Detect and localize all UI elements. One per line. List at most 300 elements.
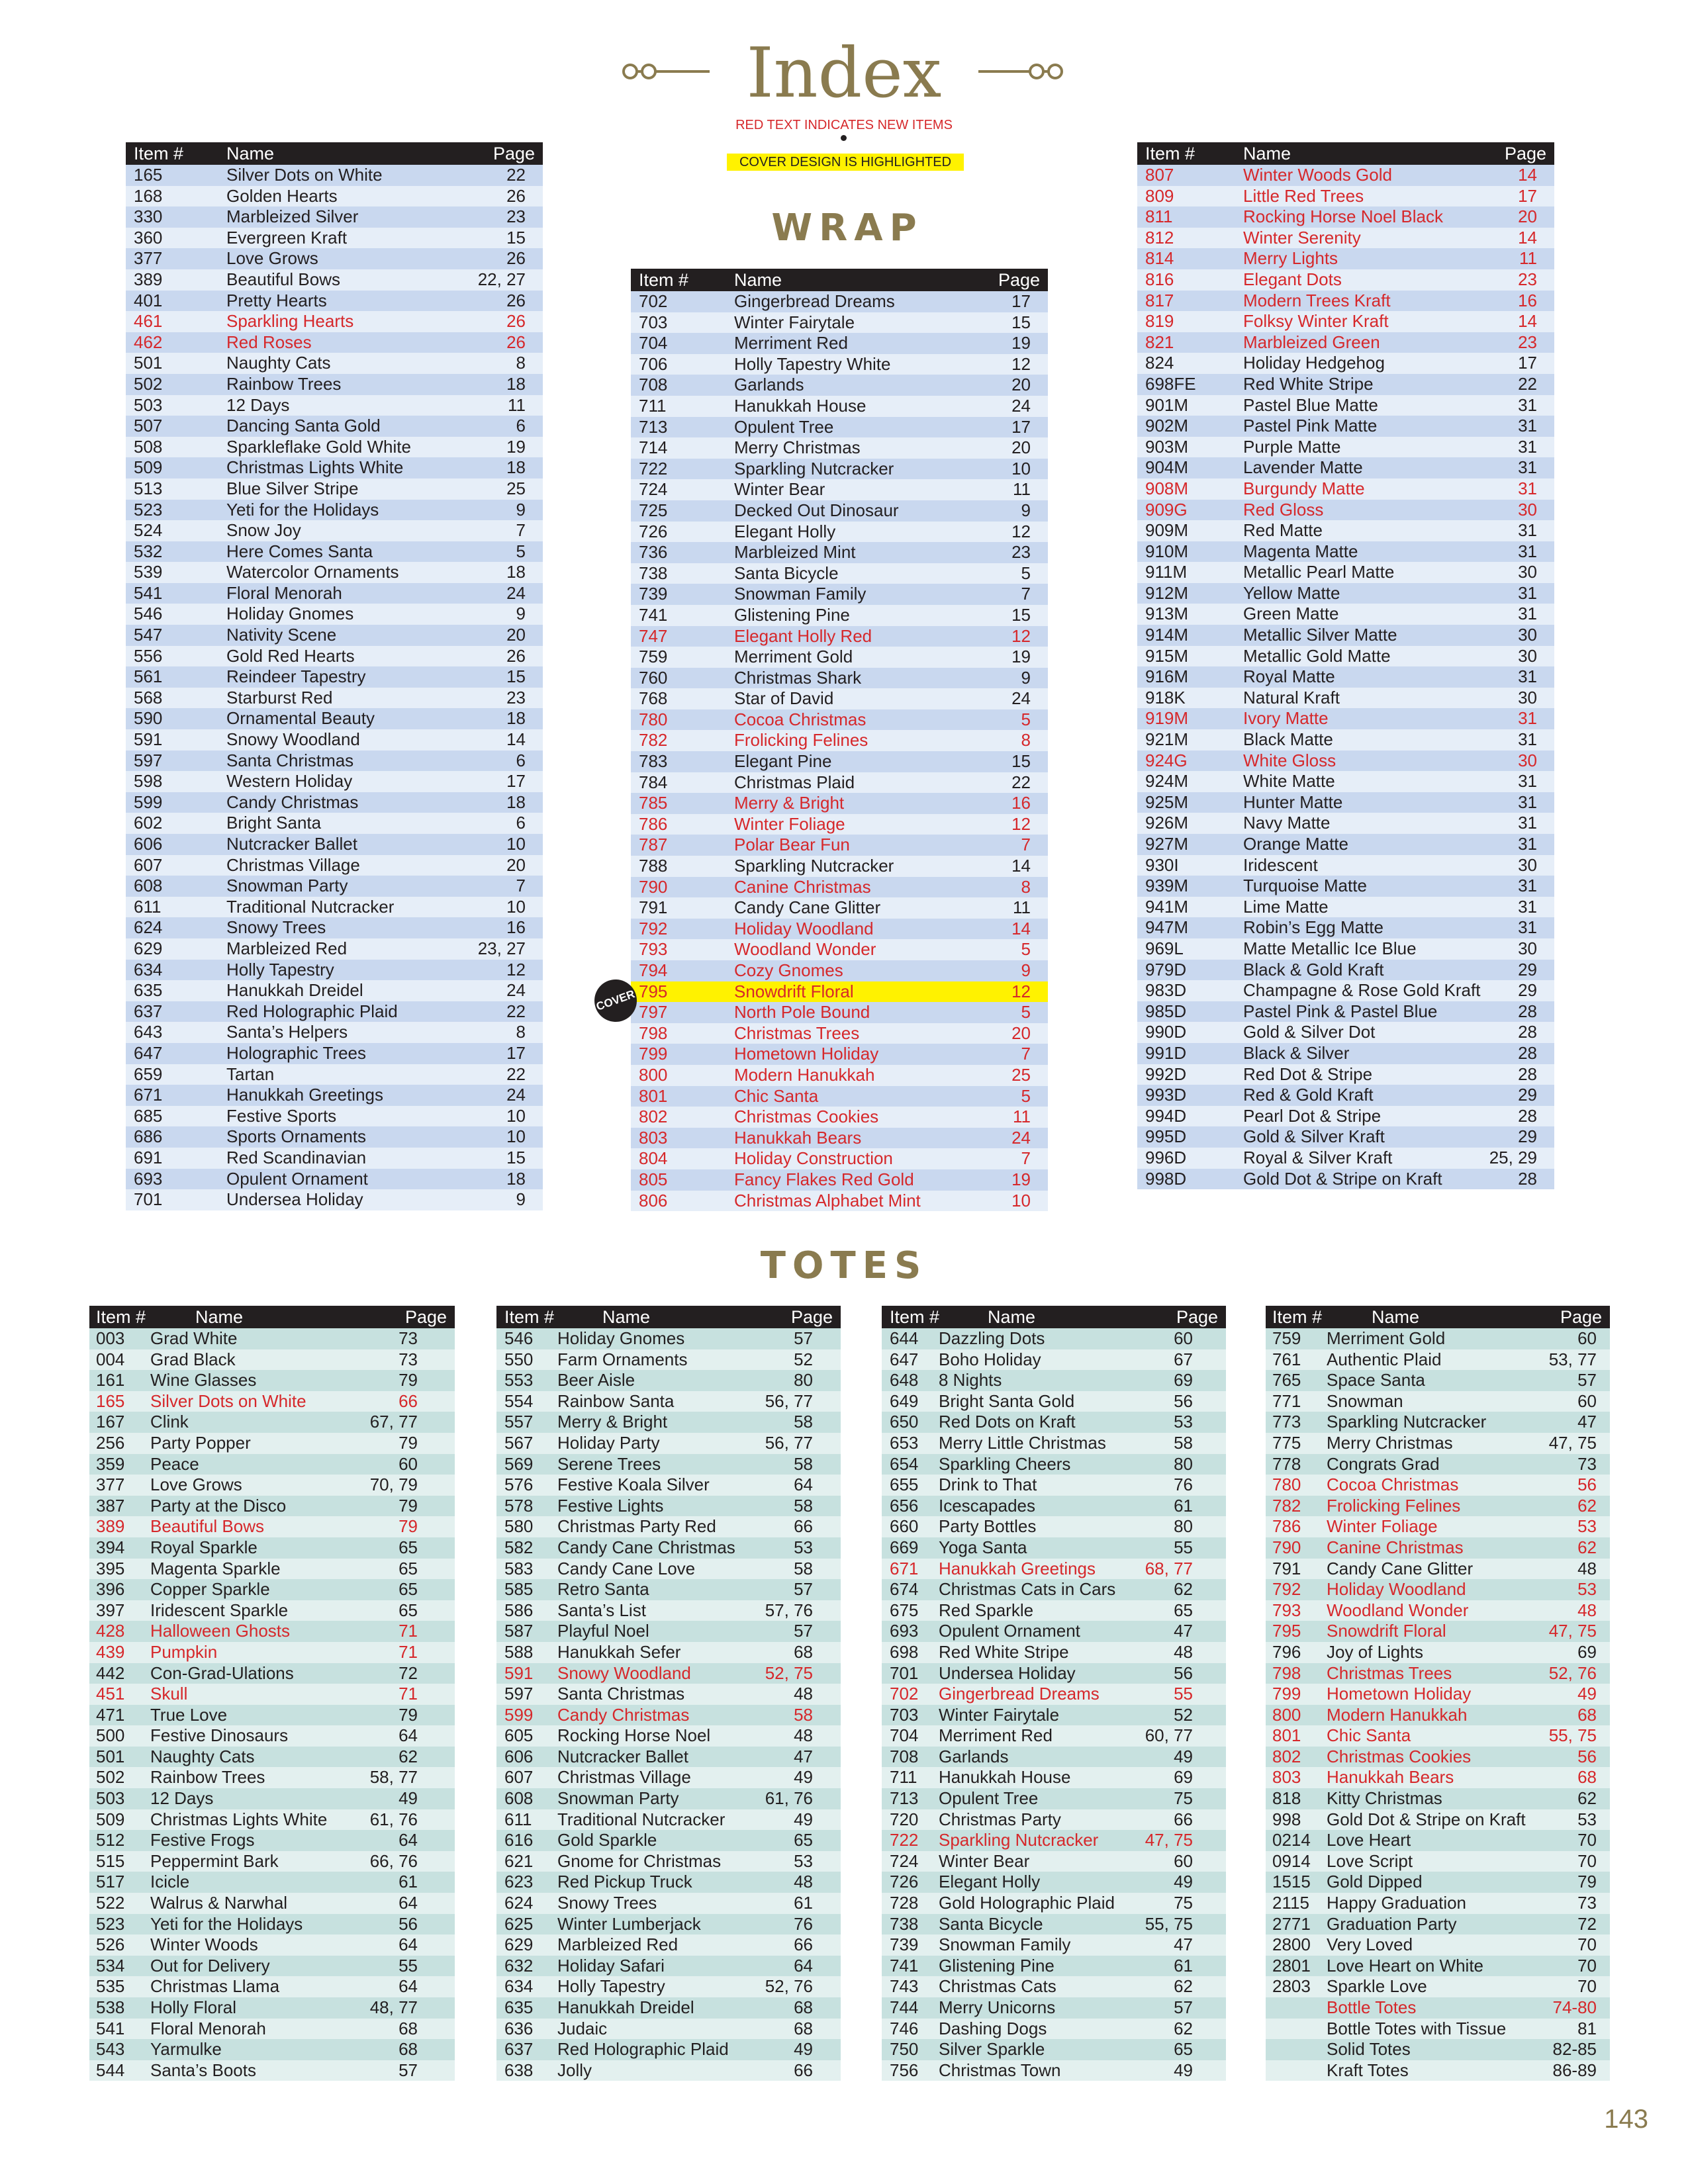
table-row [631, 584, 1048, 605]
table-row [89, 1579, 455, 1600]
page-ref: 16 [1011, 793, 1031, 813]
item-name: Purple Matte [1243, 436, 1341, 457]
item-number: 799 [1272, 1684, 1301, 1704]
item-name: Holiday Hedgehog [1243, 353, 1385, 373]
item-number: 773 [1272, 1412, 1301, 1432]
page-ref: 12 [506, 959, 526, 979]
page-ref: 7 [516, 876, 526, 896]
table-row [1137, 1001, 1554, 1023]
item-number: 784 [639, 772, 668, 792]
table-row [496, 1433, 841, 1454]
item-number: 998 [1272, 1809, 1301, 1829]
item-number: 611 [504, 1809, 532, 1829]
item-name: Hunter Matte [1243, 792, 1343, 812]
page-ref: 10 [506, 1126, 526, 1147]
table-row [1137, 604, 1554, 625]
item-number: 556 [134, 645, 163, 666]
page-ref: 55, 75 [1548, 1725, 1597, 1746]
item-number: 500 [96, 1725, 125, 1746]
page-ref: 18 [506, 373, 526, 394]
item-name: Bright Santa Gold [939, 1390, 1075, 1411]
item-name: Snowman Family [734, 584, 867, 604]
item-number: 995D [1145, 1126, 1187, 1147]
item-number: 792 [639, 918, 668, 938]
page-ref: 10 [506, 896, 526, 917]
item-number: 616 [504, 1830, 534, 1850]
item-number: 675 [890, 1600, 919, 1620]
page-ref: 66, 76 [369, 1850, 418, 1871]
table-row [1266, 1433, 1610, 1454]
item-name: Opulent Tree [734, 416, 834, 437]
page-ref: 72 [1577, 1913, 1597, 1934]
table-row [1266, 2039, 1610, 2060]
page-ref: 9 [1021, 667, 1031, 688]
table-row [126, 917, 543, 938]
item-number: 698FE [1145, 373, 1196, 394]
item-number: 625 [504, 1913, 534, 1934]
item-number: 0914 [1272, 1850, 1311, 1871]
page-ref: 25 [506, 478, 526, 498]
item-number: 686 [134, 1126, 163, 1147]
item-name: Glistening Pine [734, 604, 850, 625]
page-ref: 7 [1021, 1148, 1031, 1169]
item-name: Pretty Hearts [226, 290, 327, 310]
item-number: 2801 [1272, 1955, 1311, 1976]
page-ref: 48 [794, 1872, 813, 1892]
item-name: Walrus & Narwhal [150, 1893, 288, 1913]
table-row [1266, 1559, 1610, 1580]
item-number: 728 [890, 1893, 919, 1913]
table-row [631, 814, 1048, 835]
item-number: 765 [1272, 1370, 1301, 1390]
item-name: Chic Santa [734, 1085, 819, 1106]
table-row [126, 729, 543, 751]
table-row [496, 1747, 841, 1768]
table-row [1266, 1725, 1610, 1747]
item-name: Ornamental Beauty [226, 708, 375, 729]
table-row [126, 311, 543, 332]
item-name: Orange Matte [1243, 834, 1348, 854]
item-name: Navy Matte [1243, 813, 1331, 833]
header-item: Item # [639, 270, 689, 290]
page-ref: 19 [1011, 1169, 1031, 1189]
page-ref: 12 [1011, 813, 1031, 834]
table-row [496, 1642, 841, 1663]
page-title: Index [746, 32, 942, 113]
item-name: Naughty Cats [150, 1746, 255, 1766]
item-name: Christmas Alphabet Mint [734, 1190, 921, 1210]
page-ref: 79 [1577, 1872, 1597, 1892]
item-name: Red Holographic Plaid [557, 2039, 729, 2060]
page-ref: 31 [1518, 582, 1537, 603]
page-ref: 15 [1011, 312, 1031, 332]
item-number: 674 [890, 1579, 919, 1600]
table-row [1137, 938, 1554, 960]
item-name: Dashing Dogs [939, 2018, 1047, 2038]
item-number: 969L [1145, 938, 1184, 958]
table-row [631, 730, 1048, 751]
item-number: 741 [639, 604, 668, 625]
item-number: 550 [504, 1349, 534, 1369]
table-row [1266, 1663, 1610, 1684]
item-name: Lavender Matte [1243, 457, 1363, 478]
item-name: Love Grows [226, 248, 318, 269]
header-name: Name [195, 1307, 244, 1327]
item-number: 791 [639, 897, 668, 918]
page-ref: 9 [516, 499, 526, 520]
page-ref: 49 [1174, 1746, 1193, 1766]
table-row [126, 646, 543, 667]
table-row [882, 1830, 1226, 1851]
item-name: Holiday Woodland [1327, 1579, 1466, 1600]
page-ref: 31 [1518, 416, 1537, 436]
table-row [126, 541, 543, 563]
page-ref: 17 [1011, 291, 1031, 311]
page-ref: 47 [1174, 1621, 1193, 1641]
table-row [1137, 1169, 1554, 1190]
item-name: Red Matte [1243, 520, 1323, 541]
item-name: Opulent Ornament [226, 1168, 368, 1189]
page-ref: 47 [794, 1746, 813, 1766]
page-ref: 6 [516, 813, 526, 833]
page-ref: 12 [1011, 521, 1031, 541]
item-number: 654 [890, 1453, 919, 1474]
table-row [126, 938, 543, 960]
page-ref: 17 [506, 771, 526, 792]
page-ref: 30 [1518, 854, 1537, 875]
totes-table-4 [1266, 1306, 1610, 2081]
page-ref: 53 [1174, 1412, 1193, 1432]
item-number: 924M [1145, 771, 1189, 792]
item-number: 798 [639, 1023, 668, 1043]
page-ref: 53 [1577, 1516, 1597, 1537]
item-name: Christmas Cookies [1327, 1746, 1472, 1766]
item-number: 702 [639, 291, 668, 311]
item-name: Love Script [1327, 1850, 1413, 1871]
page-ref: 57 [794, 1328, 813, 1348]
table-row [496, 1893, 841, 1914]
item-name: Gold & Silver Kraft [1243, 1126, 1385, 1147]
item-number: 708 [890, 1746, 919, 1766]
page-ref: 31 [1518, 666, 1537, 687]
table-row [1266, 1579, 1610, 1600]
page-ref: 86-89 [1552, 2060, 1597, 2080]
item-number: 994D [1145, 1105, 1187, 1126]
item-name: Metallic Gold Matte [1243, 645, 1391, 666]
page-ref: 10 [506, 834, 526, 854]
item-number: 909M [1145, 520, 1189, 541]
item-number: 807 [1145, 165, 1174, 185]
page-ref: 76 [794, 1913, 813, 1934]
table-row [1266, 1537, 1610, 1559]
item-number: 911M [1145, 562, 1188, 582]
item-name: Santa’s Helpers [226, 1022, 348, 1042]
table-row [496, 1663, 841, 1684]
item-number: 547 [134, 625, 163, 645]
page-ref: 9 [1021, 960, 1031, 980]
item-name: Rainbow Santa [557, 1390, 675, 1411]
page-ref: 69 [1174, 1370, 1193, 1390]
item-number: 939M [1145, 876, 1189, 896]
item-number: 701 [890, 1662, 919, 1683]
wrap-table-middle [631, 269, 1048, 1211]
table-row [631, 647, 1048, 668]
page-ref: 47 [1174, 1934, 1193, 1955]
table-row [89, 1370, 455, 1391]
page-ref: 30 [1518, 750, 1537, 770]
item-number: 797 [639, 1002, 668, 1023]
page-ref: 57 [1174, 1997, 1193, 2017]
table-row [496, 1914, 841, 1935]
page-ref: 8 [516, 1022, 526, 1042]
item-name: Red Dots on Kraft [939, 1412, 1076, 1432]
page-ref: 23 [1518, 332, 1537, 352]
item-number: 799 [639, 1044, 668, 1064]
page-ref: 31 [1518, 708, 1537, 729]
item-name: 12 Days [226, 394, 290, 415]
table-row [89, 2039, 455, 2060]
item-name: Tartan [226, 1064, 275, 1084]
item-number: 599 [134, 792, 163, 812]
item-number: 726 [890, 1872, 919, 1892]
table-row [631, 1128, 1048, 1149]
item-number: 817 [1145, 290, 1174, 310]
page-ref: 68 [794, 1997, 813, 2017]
totes-heading: TOTES [760, 1244, 928, 1287]
item-name: Festive Frogs [150, 1830, 255, 1850]
item-name: Pastel Pink Matte [1243, 416, 1378, 436]
item-name: Metallic Pearl Matte [1243, 562, 1395, 582]
item-number: 541 [96, 2018, 125, 2038]
item-number: 523 [134, 499, 163, 520]
item-number: 2800 [1272, 1934, 1311, 1955]
item-number: 637 [504, 2039, 534, 2060]
item-number: 912M [1145, 582, 1189, 603]
item-name: Sparkling Nutcracker [734, 458, 894, 478]
item-number: 544 [96, 2060, 125, 2080]
page-ref: 22, 27 [477, 269, 526, 289]
item-number: 809 [1145, 185, 1174, 206]
page-ref: 30 [1518, 938, 1537, 958]
item-number: 760 [639, 667, 668, 688]
table-row [631, 605, 1048, 626]
item-name: Holiday Woodland [734, 918, 874, 938]
item-name: Santa’s List [557, 1600, 646, 1620]
item-name: Beautiful Bows [226, 269, 340, 289]
page-ref: 18 [506, 457, 526, 478]
item-name: Pastel Blue Matte [1243, 394, 1378, 415]
table-row [126, 1085, 543, 1106]
item-number: 918K [1145, 687, 1186, 707]
page-ref: 53 [1577, 1809, 1597, 1829]
item-number: 782 [639, 730, 668, 751]
table-row [89, 1893, 455, 1914]
item-name: Joy of Lights [1327, 1641, 1423, 1662]
table-row [882, 1976, 1226, 1997]
table-row [496, 1830, 841, 1851]
item-name: Metallic Silver Matte [1243, 625, 1397, 645]
item-number: 711 [890, 1767, 917, 1788]
item-name: Judaic [557, 2018, 608, 2038]
item-number: 703 [639, 312, 668, 332]
header-item: Item # [134, 144, 184, 163]
item-number: 803 [1272, 1767, 1301, 1788]
item-name: Jolly [557, 2060, 592, 2080]
table-row [882, 2060, 1226, 2081]
item-number: 693 [890, 1621, 919, 1641]
page-ref: 8 [1021, 876, 1031, 897]
totes-table-2 [496, 1306, 841, 2081]
item-name: Love Heart [1327, 1830, 1411, 1850]
item-name: Modern Trees Kraft [1243, 290, 1391, 310]
item-number: 947M [1145, 917, 1189, 938]
item-name: Merry Little Christmas [939, 1432, 1106, 1453]
item-number: 462 [134, 332, 163, 352]
item-name: Beer Aisle [557, 1370, 635, 1390]
table-row [1137, 1043, 1554, 1064]
table-row [126, 1001, 543, 1023]
item-name: Marbleized Green [1243, 332, 1380, 352]
table-row [882, 1412, 1226, 1433]
item-name: Reindeer Tapestry [226, 666, 366, 687]
table-row [496, 1956, 841, 1977]
item-number: 780 [639, 709, 668, 729]
item-name: Gnome for Christmas [557, 1850, 722, 1871]
page-ref: 60 [1174, 1850, 1193, 1871]
table-row [1137, 500, 1554, 521]
item-number: 722 [639, 458, 668, 478]
item-name: Out for Delivery [150, 1955, 270, 1976]
item-number: 580 [504, 1516, 534, 1537]
page-ref: 70, 79 [369, 1475, 418, 1495]
table-row [1137, 729, 1554, 751]
item-number: 590 [134, 708, 163, 729]
page-ref: 31 [1518, 457, 1537, 478]
item-name: Garlands [939, 1746, 1009, 1766]
right-ornament [978, 70, 1058, 73]
page-ref: 28 [1518, 1001, 1537, 1021]
page-ref: 22 [1518, 373, 1537, 394]
item-number: 990D [1145, 1022, 1187, 1042]
table-row [1137, 416, 1554, 437]
item-number: 782 [1272, 1495, 1301, 1516]
table-row [882, 1893, 1226, 1914]
item-name: Solid Totes [1327, 2039, 1411, 2060]
page-ref: 19 [1011, 333, 1031, 353]
page-ref: 79 [399, 1370, 418, 1390]
item-number: 768 [639, 688, 668, 709]
table-row [882, 1747, 1226, 1768]
page-ref: 16 [1518, 290, 1537, 310]
item-number: 2115 [1272, 1893, 1309, 1913]
item-number: 602 [134, 813, 163, 833]
item-name: Snowman Party [226, 876, 348, 896]
item-name: Black Matte [1243, 729, 1333, 750]
item-number: 442 [96, 1662, 125, 1683]
item-number: 983D [1145, 980, 1187, 1001]
page-ref: 70 [1577, 1830, 1597, 1850]
item-number: 821 [1145, 332, 1174, 352]
item-number: 607 [134, 854, 163, 875]
item-name: Rocking Horse Noel [557, 1725, 711, 1746]
table-row [496, 1621, 841, 1642]
page-ref: 22 [506, 165, 526, 185]
item-number: 818 [1272, 1788, 1301, 1809]
table-row [1266, 1412, 1610, 1433]
page-ref: 24 [506, 1085, 526, 1105]
table-row [1266, 1976, 1610, 1997]
item-name: Burgundy Matte [1243, 478, 1365, 498]
table-row [126, 437, 543, 458]
page-ref: 11 [1013, 1107, 1031, 1127]
item-name: Merriment Red [939, 1725, 1053, 1746]
page-ref: 75 [1174, 1893, 1193, 1913]
item-name: Floral Menorah [226, 582, 342, 603]
item-number: 739 [890, 1934, 919, 1955]
item-number: 543 [96, 2039, 125, 2060]
page-ref: 60 [1577, 1390, 1597, 1411]
table-row [631, 1148, 1048, 1169]
item-name: Holiday Gnomes [226, 604, 354, 624]
table-header [1137, 142, 1554, 165]
page-ref: 69 [1174, 1767, 1193, 1788]
item-name: Dancing Santa Gold [226, 416, 381, 436]
page-ref: 72 [399, 1662, 418, 1683]
item-name: Sparkle Love [1327, 1976, 1427, 1997]
item-name: Snowy Woodland [557, 1662, 691, 1683]
table-row [89, 1976, 455, 1997]
item-name: Elegant Holly Red [734, 625, 872, 646]
item-name: Holiday Party [557, 1432, 660, 1453]
table-row [1266, 1454, 1610, 1475]
page-ref: 31 [1518, 436, 1537, 457]
table-row [1266, 1767, 1610, 1788]
item-name: Silver Dots on White [150, 1390, 306, 1411]
item-name: Iridescent [1243, 854, 1318, 875]
table-row [631, 793, 1048, 814]
page-ref: 31 [1518, 792, 1537, 812]
item-name: Space Santa [1327, 1370, 1425, 1390]
table-row [1266, 2060, 1610, 2081]
item-name: Marbleized Mint [734, 542, 856, 563]
table-row [882, 1349, 1226, 1371]
item-name: Hometown Holiday [734, 1044, 879, 1064]
table-row [126, 457, 543, 478]
item-number: 991D [1145, 1042, 1187, 1063]
table-row [89, 1391, 455, 1412]
item-number: 360 [134, 227, 163, 248]
table-header [89, 1306, 455, 1328]
item-number: 738 [639, 563, 668, 583]
page-ref: 71 [399, 1621, 418, 1641]
page-ref: 55 [399, 1955, 418, 1976]
table-row [631, 563, 1048, 584]
item-name: Winter Serenity [1243, 227, 1361, 248]
table-row [631, 522, 1048, 543]
item-number: 909G [1145, 499, 1188, 520]
item-name: Santa Christmas [226, 750, 354, 770]
page-ref: 69 [1577, 1641, 1597, 1662]
page-ref: 61 [399, 1872, 418, 1892]
table-row [89, 1872, 455, 1893]
item-number: 638 [504, 2060, 534, 2080]
table-row [1137, 457, 1554, 478]
item-number: 553 [504, 1370, 534, 1390]
header-name: Name [1372, 1307, 1420, 1327]
page-ref: 58 [794, 1558, 813, 1578]
table-row [1266, 1830, 1610, 1851]
item-number: 636 [504, 2018, 534, 2038]
